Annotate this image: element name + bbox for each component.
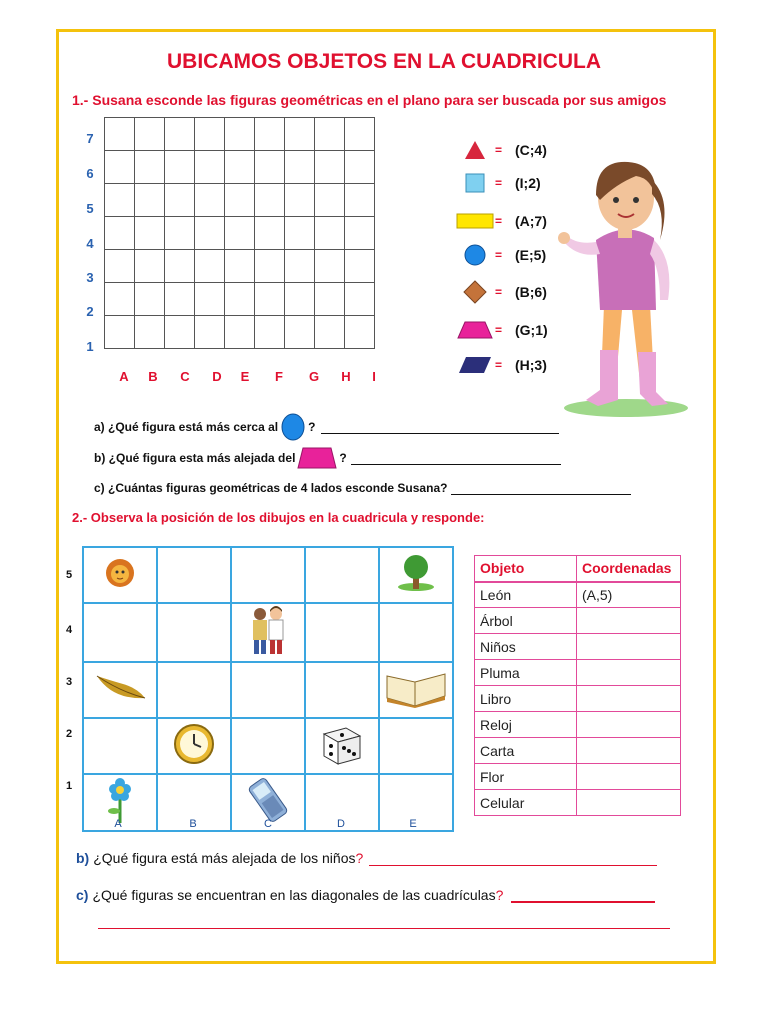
- grid2-x-label: E: [409, 818, 417, 830]
- grid1-y-label: 1: [86, 339, 94, 354]
- legend-coord: (I;2): [515, 175, 541, 191]
- grid1-y-label: 5: [86, 201, 94, 216]
- table-header: Coordenadas: [577, 556, 681, 582]
- cell-D2: [305, 718, 379, 774]
- grid1-x-label: D: [212, 369, 222, 384]
- coordinate-grid-2: [82, 546, 454, 832]
- answer-blank[interactable]: [321, 421, 559, 434]
- legend-coord: (G;1): [515, 322, 548, 338]
- book-icon: [385, 668, 447, 708]
- tree-icon: [396, 553, 436, 593]
- table-row: Libro: [475, 686, 681, 712]
- cell-A3: [83, 662, 157, 718]
- circle-icon: [280, 412, 306, 442]
- grid2-y-label: 4: [66, 624, 73, 636]
- grid2-x-label: A: [114, 818, 122, 830]
- legend-coord: (E;5): [515, 247, 547, 263]
- grid1-x-label: B: [148, 369, 158, 384]
- answer-blank[interactable]: [511, 889, 655, 903]
- trapezoid-icon: [455, 321, 495, 339]
- grid2-y-label: 1: [66, 780, 73, 792]
- legend-square: = (I;2): [455, 171, 541, 195]
- coordinate-grid-1: [104, 117, 375, 349]
- dice-icon: [320, 722, 364, 766]
- table-row: Pluma: [475, 660, 681, 686]
- grid1-y-label: 6: [86, 166, 94, 181]
- trapezoid-icon: [297, 446, 337, 470]
- table-row: Carta: [475, 738, 681, 764]
- table-row: León (A,5): [475, 582, 681, 608]
- table-row: Niños: [475, 634, 681, 660]
- section1-heading: 1.- Susana esconde las figuras geométricas en el plano para ser buscada por sus amigos: [72, 92, 667, 108]
- table-row: Celular: [475, 790, 681, 816]
- grid1-x-label: I: [372, 369, 376, 384]
- page-title: UBICAMOS OBJETOS EN LA CUADRICULA: [166, 50, 602, 73]
- grid1-x-label: E: [240, 369, 250, 384]
- girl-illustration: [556, 150, 696, 418]
- legend-circle: = (E;5): [455, 243, 546, 267]
- legend-coord: (H;3): [515, 357, 547, 373]
- circle-icon: [455, 244, 495, 266]
- grid1-y-label: 7: [86, 131, 94, 146]
- legend-parallelogram: = (H;3): [455, 353, 547, 377]
- question-2c: c) ¿Qué figuras se encuentran en las diagonales de las cuadrículas ?: [76, 887, 655, 903]
- table-row: Reloj: [475, 712, 681, 738]
- coordinates-table: [474, 555, 681, 816]
- answer-blank[interactable]: [351, 452, 561, 465]
- square-icon: [455, 173, 495, 193]
- cellphone-icon: [244, 777, 292, 823]
- grid1-x-label: H: [341, 369, 351, 384]
- grid1-x-label: C: [180, 369, 190, 384]
- legend-rectangle: = (A;7): [455, 209, 547, 233]
- cell-E3: [379, 662, 453, 718]
- clock-icon: [173, 723, 215, 765]
- grid1-y-label: 2: [86, 304, 94, 319]
- table-row: Árbol: [475, 608, 681, 634]
- lion-icon: [105, 556, 135, 590]
- legend-coord: (A;7): [515, 213, 547, 229]
- question-1c: c) ¿Cuántas figuras geométricas de 4 lados esconde Susana?: [94, 481, 631, 495]
- legend-coord: (C;4): [515, 142, 547, 158]
- legend-coord: (B;6): [515, 284, 547, 300]
- cell-C4: [231, 603, 305, 662]
- rhombus-icon: [455, 280, 495, 304]
- grid2-y-label: 2: [66, 728, 73, 740]
- question-2b: b) ¿Qué figura está más alejada de los niños ?: [76, 850, 657, 866]
- table-header: Objeto: [475, 556, 577, 582]
- answer-line[interactable]: [98, 928, 670, 929]
- answer-blank[interactable]: [451, 482, 631, 495]
- grid2-x-label: C: [264, 818, 272, 830]
- cell-E5: [379, 547, 453, 603]
- legend-trapezoid: = (G;1): [455, 318, 548, 342]
- legend-triangle: = (C;4): [455, 138, 547, 162]
- grid2-x-label: B: [189, 818, 197, 830]
- triangle-icon: [455, 140, 495, 160]
- legend-rhombus: = (B;6): [455, 280, 547, 304]
- grid1-y-label: 4: [86, 236, 94, 251]
- question-1a: a) ¿Qué figura está más cerca al ?: [94, 412, 559, 442]
- grid1-x-label: F: [275, 369, 283, 384]
- answer-blank[interactable]: [369, 853, 657, 866]
- cell-A5: [83, 547, 157, 603]
- grid1-x-label: A: [119, 369, 129, 384]
- grid1-y-label: 3: [86, 270, 94, 285]
- grid2-y-label: 5: [66, 569, 73, 581]
- question-1b: b) ¿Qué figura esta más alejada del ?: [94, 446, 561, 470]
- section2-heading: 2.- Observa la posición de los dibujos en la cuadricula y responde:: [72, 510, 485, 525]
- grid2-y-label: 3: [66, 676, 73, 688]
- children-icon: [248, 604, 288, 656]
- rectangle-icon: [455, 213, 495, 229]
- cell-B2: [157, 718, 231, 774]
- parallelogram-icon: [455, 356, 495, 374]
- grid1-x-label: G: [308, 369, 320, 384]
- table-row: Flor: [475, 764, 681, 790]
- grid2-x-label: D: [337, 818, 345, 830]
- feather-icon: [93, 670, 147, 706]
